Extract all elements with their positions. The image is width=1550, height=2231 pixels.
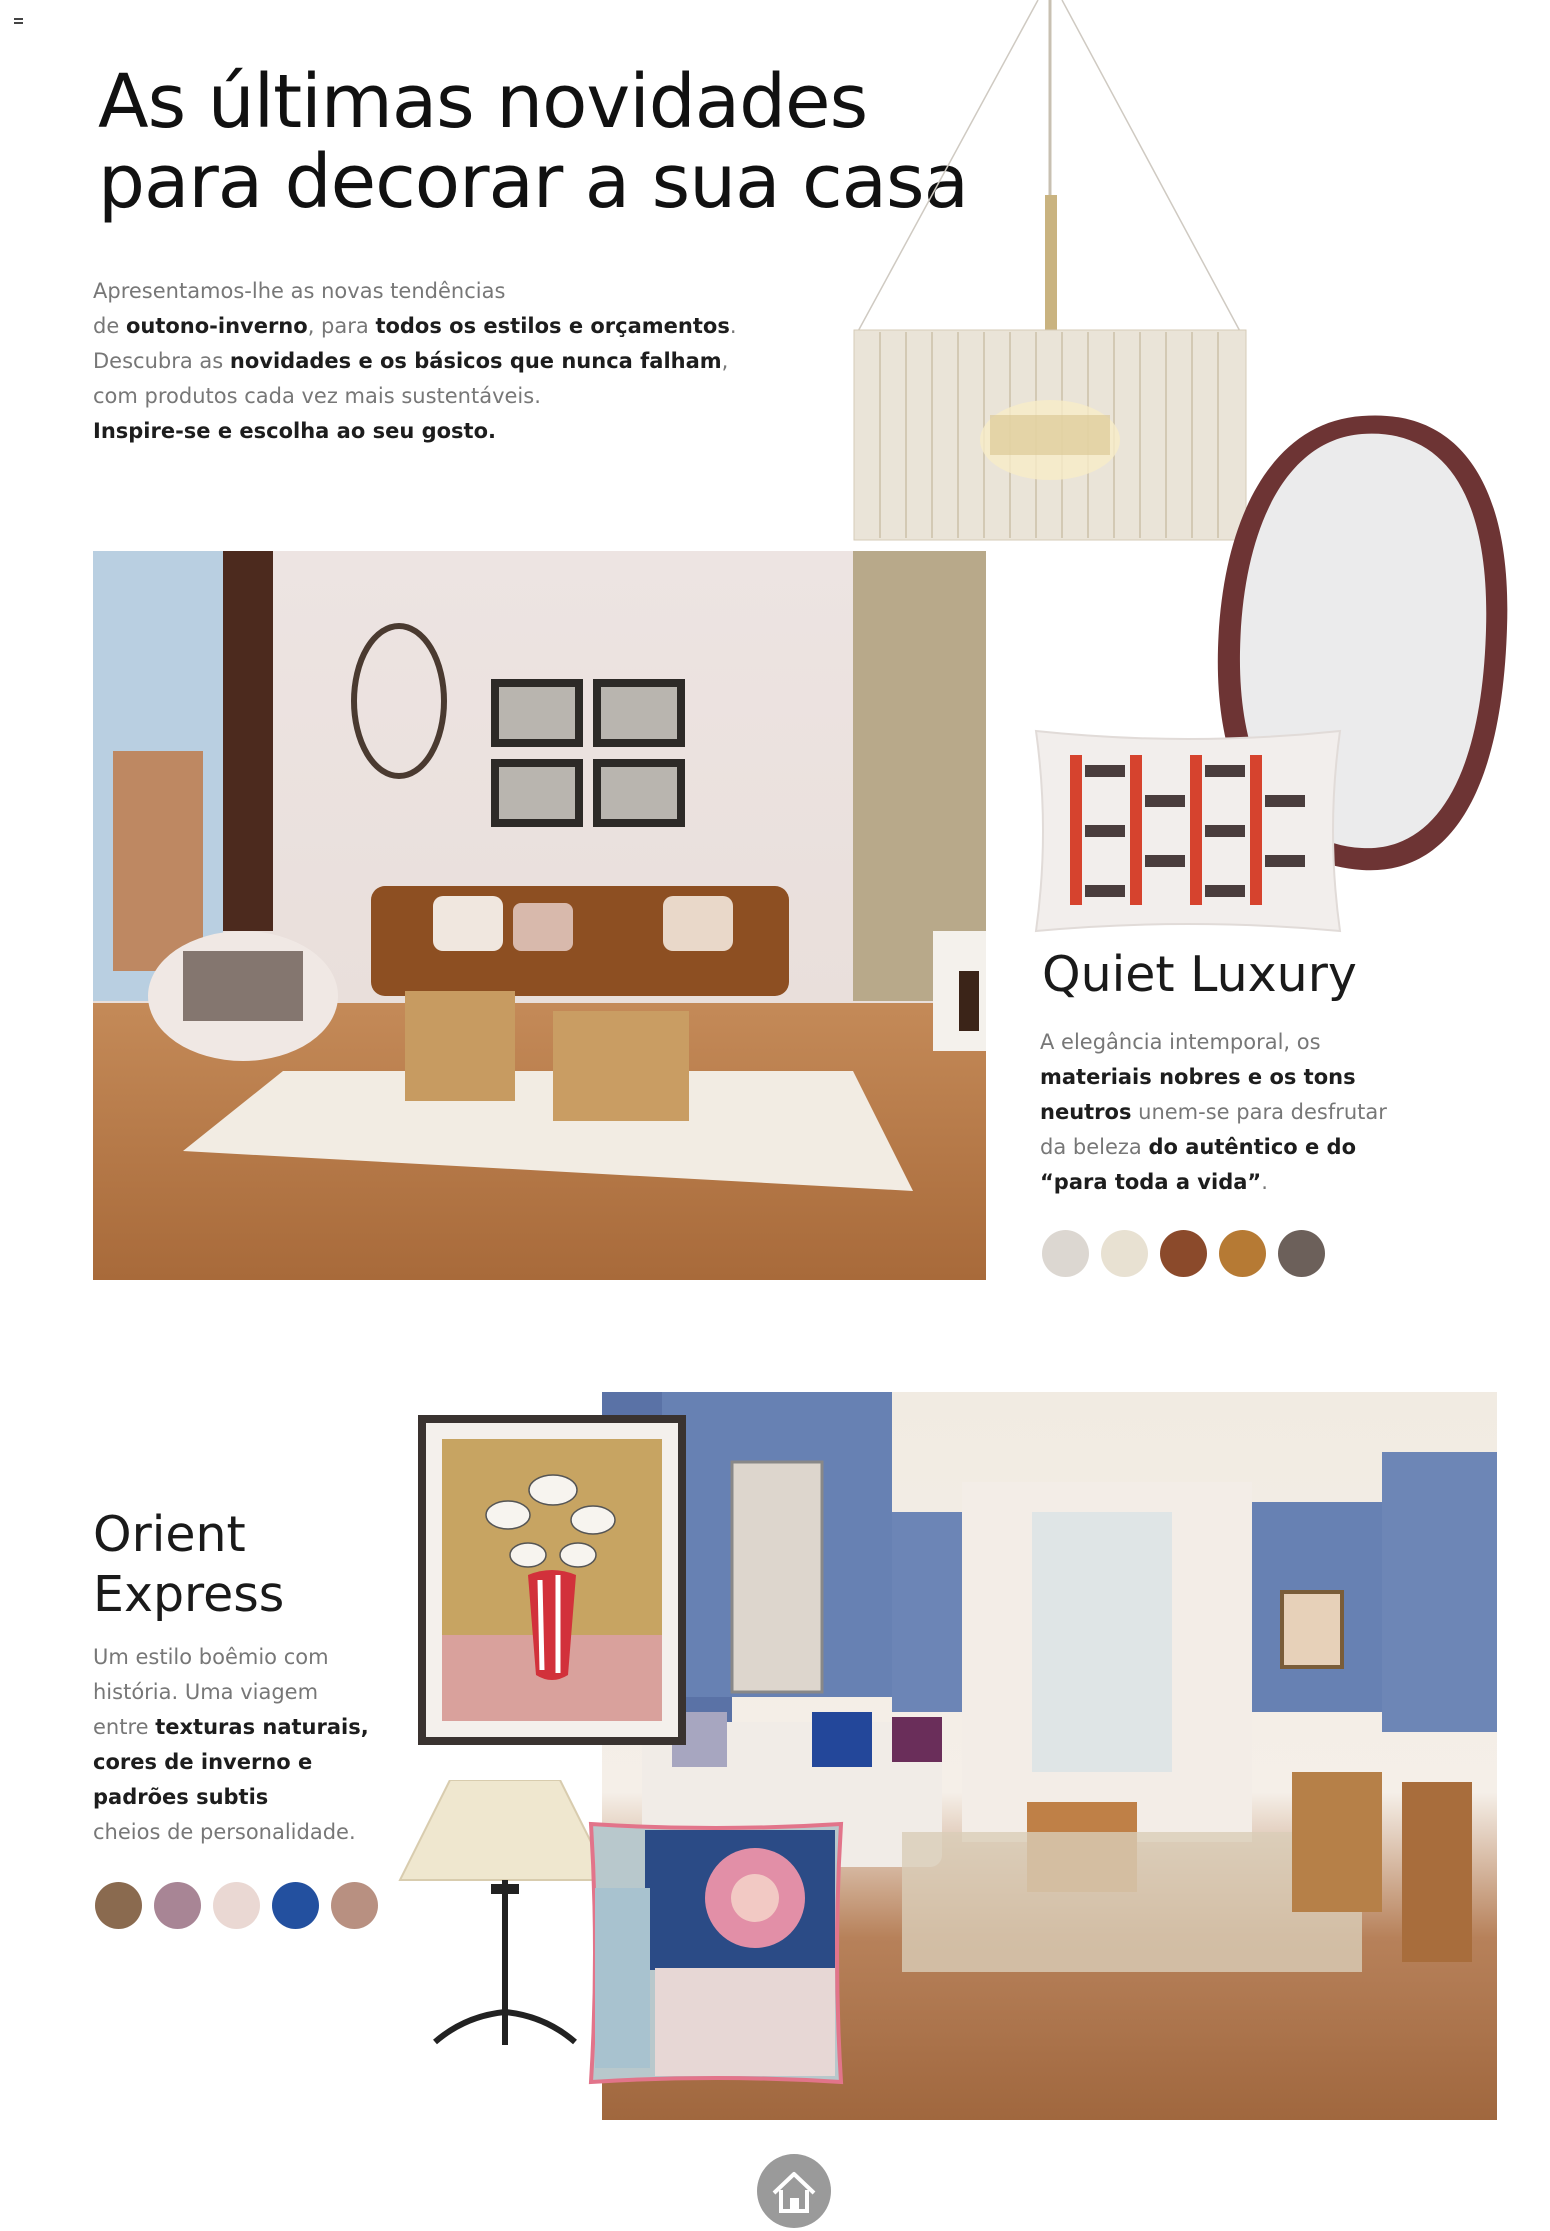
orient-express-swatch-5: [331, 1882, 378, 1929]
quiet-luxury-swatch-1: [1042, 1230, 1089, 1277]
orient-express-title-line-1: Orient: [93, 1506, 246, 1563]
orient-express-color-palette: [95, 1882, 378, 1929]
quiet-luxury-swatch-4: [1219, 1230, 1266, 1277]
geometric-cushion-image: [1030, 725, 1346, 937]
menu-icon[interactable]: [14, 18, 23, 27]
orient-express-swatch-4: [272, 1882, 319, 1929]
orient-express-title-line-2: Express: [93, 1566, 285, 1623]
page-title-line-2: para decorar a sua casa: [98, 139, 968, 225]
orient-express-swatch-2: [154, 1882, 201, 1929]
intro-paragraph: Apresentamos-lhe as novas tendências de outono-inverno, para todos os estilos e orçamentos. Descubra as novidades e os básicos que nunca falham, com produtos cada vez mais sustentáveis. Inspire-se e escolha ao seu gosto.: [93, 279, 737, 443]
pendant-lamp-image: [840, 0, 1260, 560]
quiet-luxury-swatch-5: [1278, 1230, 1325, 1277]
home-icon[interactable]: [756, 2153, 832, 2229]
orient-express-description: Um estilo boêmio com história. Uma viagem entre texturas naturais, cores de inverno e padrões subtis cheios de personalidade.: [93, 1645, 369, 1844]
quiet-luxury-description: A elegância intemporal, os materiais nobres e os tons neutros unem-se para desfrutar da beleza do autêntico e do “para toda a vida”.: [1040, 1030, 1387, 1194]
quiet-luxury-color-palette: [1042, 1230, 1325, 1277]
living-room-photo: [93, 551, 986, 1280]
orient-express-swatch-1: [95, 1882, 142, 1929]
orient-express-title: [93, 1505, 284, 1625]
quiet-luxury-title: Quiet Luxury: [1042, 946, 1357, 1003]
table-lamp-image: [395, 1780, 615, 2052]
page-title-line-1: As últimas novidades: [98, 59, 868, 145]
patchwork-cushion-image: [585, 1818, 847, 2088]
orient-express-swatch-3: [213, 1882, 260, 1929]
quiet-luxury-swatch-2: [1101, 1230, 1148, 1277]
quiet-luxury-swatch-3: [1160, 1230, 1207, 1277]
framed-floral-print-image: [418, 1415, 686, 1745]
